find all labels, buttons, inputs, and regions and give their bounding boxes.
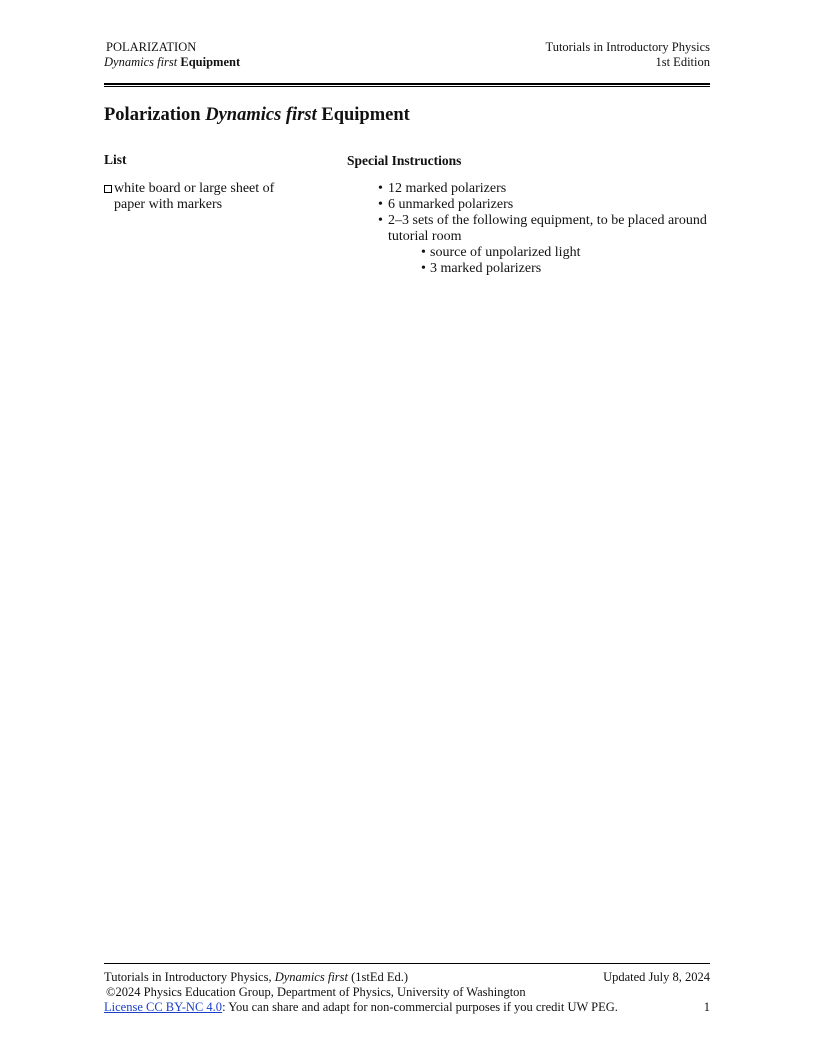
instruction-sublist [388,245,710,277]
list-item [104,181,304,213]
bullet-icon: • [378,197,383,212]
license-text: : You can share and adapt for non-commercial purposes if you credit UW PEG. [222,1000,618,1014]
bullet-icon: • [378,181,383,196]
instruction-text: 6 unmarked polarizers [388,197,514,212]
header-subtitle-italic: Dynamics first [104,55,178,69]
instruction-subitem [421,245,710,261]
footer-book-prefix: Tutorials in Introductory Physics, [104,970,275,984]
instruction-subitem-text: source of unpolarized light [430,245,581,260]
header-subtitle [104,55,240,70]
instruction-subitem-text: 3 marked polarizers [430,261,542,276]
instruction-item [364,197,710,213]
running-header-right [546,40,710,70]
header-subtitle-bold: Equipment [180,55,241,69]
list-heading: List [104,152,127,167]
footer-book-suffix: (1stEd Ed.) [348,970,409,984]
footer-book-italic: Dynamics first [274,970,348,984]
header-book-title: Tutorials in Introductory Physics [545,40,710,54]
header-edition: 1st Edition [655,55,710,69]
title-part-1: Polarization [104,105,206,125]
list-item-line-1: white board or large sheet of [114,181,275,196]
instruction-item [364,213,710,277]
equipment-list-column [104,152,304,213]
instructions-list [347,181,710,277]
title-part-3: Equipment [316,105,410,125]
footer-line-1 [104,970,710,985]
footer-rule [104,963,710,964]
checkbox-icon [104,185,112,193]
footer-copyright: ©2024 Physics Education Group, Department of Physics, University of Washington [106,985,526,999]
footer-line-2 [104,985,710,1000]
special-instructions-heading: Special Instructions [347,153,462,168]
title-part-2: Dynamics first [205,105,317,125]
footer-updated-date: Updated July 8, 2024 [603,970,710,984]
license-link[interactable]: License CC BY-NC 4.0 [104,1000,223,1014]
bullet-icon: • [421,261,426,276]
instruction-subitem [421,261,710,277]
page-number: 1 [703,1000,710,1014]
running-header-left [104,40,240,70]
page-title [104,105,410,126]
instruction-item [364,181,710,197]
bullet-icon: • [378,213,383,228]
instruction-text: 2–3 sets of the following equipment, to be placed around tutorial room [388,213,707,244]
header-section-name: POLARIZATION [106,40,197,54]
footer-line-3 [104,1000,710,1015]
bullet-icon: • [421,245,426,260]
special-instructions-column [347,153,710,277]
list-item-line-2: paper with markers [114,197,223,212]
instruction-text: 12 marked polarizers [388,181,507,196]
header-double-rule [104,83,710,87]
